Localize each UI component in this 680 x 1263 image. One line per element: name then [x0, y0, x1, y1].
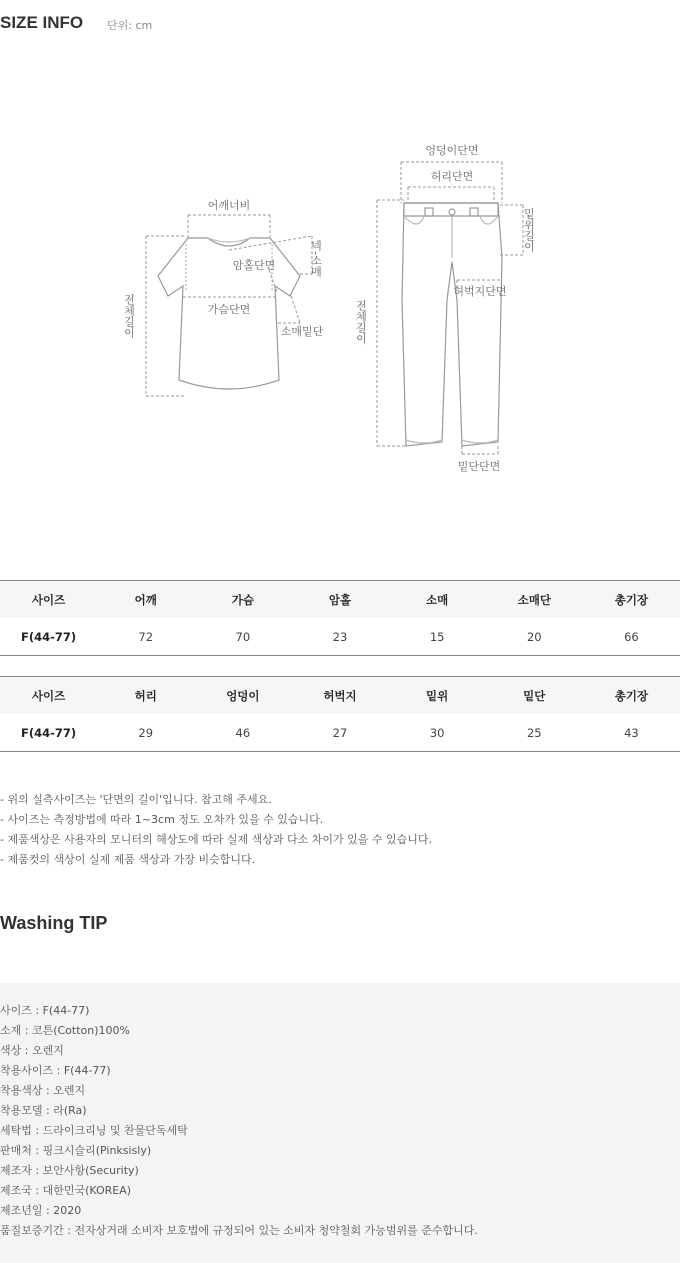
table-cell: 70: [235, 629, 251, 644]
column-header: 가슴: [194, 581, 291, 619]
page-title: SIZE INFO: [0, 13, 84, 32]
column-header: 밑단: [486, 677, 583, 715]
table-cell: 23: [332, 629, 348, 644]
table-cell: 46: [235, 725, 251, 740]
table-row: [0, 618, 680, 656]
column-header: 엉덩이: [194, 677, 291, 715]
table-cell: F(44-77): [20, 725, 77, 740]
table-cell: 72: [138, 629, 154, 644]
column-header: 어깨: [97, 581, 194, 619]
product-info-panel: [0, 983, 680, 1263]
pants-illustration: [402, 203, 502, 446]
table-header-row: [0, 581, 680, 619]
label-neck-sleeve: 넥-소매: [309, 240, 323, 277]
label-sleeve-hem: 소매밑단: [280, 325, 324, 338]
note-line: - 제품색상은 사용자의 모니터의 해상도에 따라 실제 색상과 다소 차이가 있을 수 있습니다.: [0, 833, 432, 846]
table-cell: 15: [429, 629, 445, 644]
info-line: 사이즈 : F(44-77): [0, 1004, 90, 1017]
table-cell: F(44-77): [20, 629, 77, 644]
info-line: 착용모델 : 라(Ra): [0, 1104, 87, 1117]
table-cell: 66: [624, 629, 639, 644]
note-line: - 위의 실측사이즈는 '단면의 길이'입니다. 참고해 주세요.: [0, 793, 272, 806]
column-header: 소매단: [486, 581, 583, 619]
table-cell: 29: [138, 725, 154, 740]
column-header: 소매: [389, 581, 486, 619]
size-notes: [0, 790, 432, 870]
note-line: - 제품컷의 색상이 실제 제품 색상과 가장 비슷합니다.: [0, 853, 256, 866]
column-header: 총기장: [583, 677, 680, 715]
info-line: 품질보증기간 : 전자상거래 소비자 보호법에 규정되어 있는 소비자 청약철회 가능범위를 준수합니다.: [0, 1224, 478, 1237]
label-hip: 엉덩이단면: [425, 144, 479, 157]
info-line: 제조국 : 대한민국(KOREA): [0, 1184, 132, 1197]
label-shoulder-width: 어깨너비: [207, 199, 251, 212]
label-rise: 밑위길이: [522, 208, 536, 252]
size-diagram: [0, 130, 680, 490]
label-thigh: 허벅지단면: [453, 285, 507, 298]
washing-tip-title: Washing TIP: [0, 913, 108, 933]
info-line: 판매처 : 핑크시슬리(Pinksisly): [0, 1144, 152, 1157]
column-header: 총기장: [583, 581, 680, 619]
info-line: 제조년일 : 2020: [0, 1204, 82, 1217]
label-armhole: 암홀단면: [232, 259, 276, 272]
label-top-total-length: 전체길이: [122, 294, 136, 338]
column-header: 밑위: [389, 677, 486, 715]
column-header: 허리: [97, 677, 194, 715]
table-cell: 20: [526, 629, 542, 644]
column-header: 사이즈: [0, 581, 97, 619]
column-header: 암홀: [291, 581, 388, 619]
info-line: 제조자 : 보안사항(Security): [0, 1164, 139, 1177]
info-line: 착용사이즈 : F(44-77): [0, 1064, 111, 1077]
table-cell: 43: [624, 725, 639, 740]
table-row: [0, 714, 680, 752]
pants-size-table: [0, 676, 680, 752]
info-line: 색상 : 오렌지: [0, 1044, 64, 1057]
label-chest: 가슴단면: [207, 303, 251, 316]
info-line: 착용색상 : 오렌지: [0, 1084, 86, 1097]
unit-label: 단위: cm: [107, 19, 153, 32]
note-line: - 사이즈는 측정방법에 따라 1~3cm 정도 오차가 있을 수 있습니다.: [0, 813, 324, 826]
table-header-row: [0, 677, 680, 715]
label-waist: 허리단면: [430, 170, 474, 183]
top-size-table: [0, 580, 680, 656]
table-cell: 27: [332, 725, 348, 740]
column-header: 허벅지: [291, 677, 388, 715]
column-header: 사이즈: [0, 677, 97, 715]
label-pants-total-length: 전체길이: [354, 300, 368, 344]
table-cell: 25: [526, 725, 542, 740]
table-cell: 30: [429, 725, 445, 740]
label-hem: 밑단단면: [457, 460, 501, 473]
info-line: 세탁법 : 드라이크리닝 및 찬물단독세탁: [0, 1124, 188, 1137]
info-line: 소재 : 코튼(Cotton)100%: [0, 1024, 130, 1037]
